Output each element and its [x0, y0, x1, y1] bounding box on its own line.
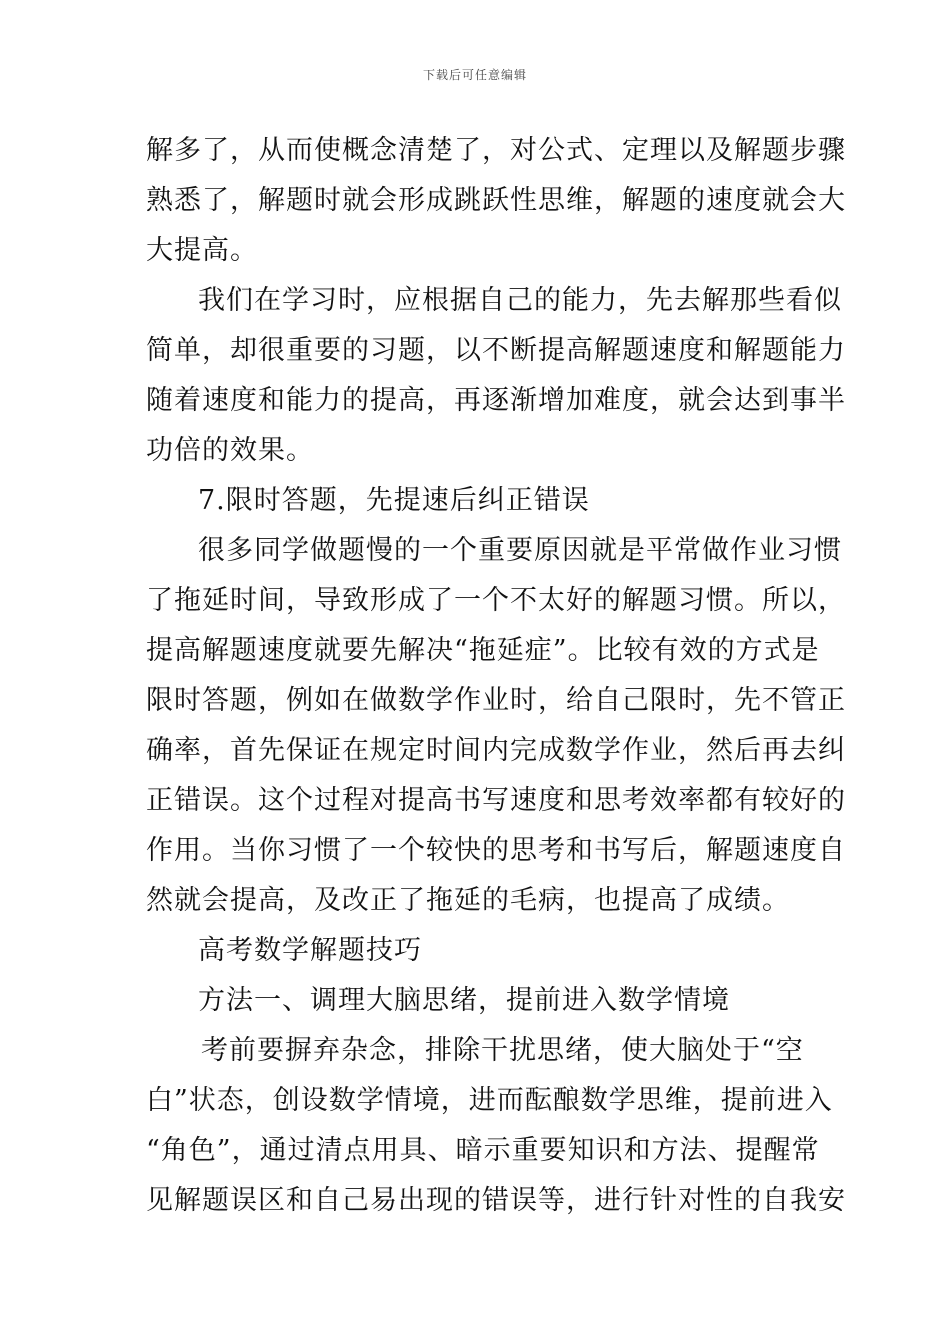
- text-line: 白”状态，创设数学情境，进而酝酿数学思维，提前进入: [146, 1085, 833, 1116]
- text-line: 熟悉了，解题时就会形成跳跃性思维，解题的速度就会大: [146, 185, 846, 216]
- text-line: 了拖延时间，导致形成了一个不太好的解题习惯。所以，: [146, 585, 846, 616]
- section-heading: 7.限时答题，先提速后纠正错误: [198, 485, 590, 516]
- text-line: 功倍的效果。: [146, 435, 314, 466]
- paragraph-start: 很多同学做题慢的一个重要原因就是平常做作业习惯: [198, 535, 842, 566]
- paragraph-start: 我们在学习时，应根据自己的能力，先去解那些看似: [198, 285, 842, 316]
- text-line: 见解题误区和自己易出现的错误等，进行针对性的自我安: [146, 1185, 846, 1216]
- text-line: 简单，却很重要的习题，以不断提高解题速度和解题能力: [146, 335, 846, 366]
- text-line: 大提高。: [146, 235, 258, 266]
- text-line: 正错误。这个过程对提高书写速度和思考效率都有较好的: [146, 785, 846, 816]
- paragraph-start: 考前要摒弃杂念，排除干扰思绪，使大脑处于“空: [201, 1035, 804, 1066]
- text-line: 确率，首先保证在规定时间内完成数学作业，然后再去纠: [146, 735, 846, 766]
- text-line: 限时答题，例如在做数学作业时，给自己限时，先不管正: [146, 685, 846, 716]
- text-line: 解多了，从而使概念清楚了，对公式、定理以及解题步骤: [146, 135, 846, 166]
- text-line: 提高解题速度就要先解决“拖延症”。比较有效的方式是: [146, 635, 820, 666]
- document-body: [146, 126, 846, 1226]
- page-header: 下载后可任意编辑: [422, 68, 527, 82]
- section-heading: 高考数学解题技巧: [198, 935, 422, 966]
- text-line: 然就会提高，及改正了拖延的毛病，也提高了成绩。: [146, 885, 790, 916]
- text-line: 作用。当你习惯了一个较快的思考和书写后，解题速度自: [146, 835, 846, 866]
- text-line: “角色”，通过清点用具、暗示重要知识和方法、提醒常: [146, 1135, 820, 1166]
- text-line: 随着速度和能力的提高，再逐渐增加难度，就会达到事半: [146, 385, 846, 416]
- subsection-heading: 方法一、调理大脑思绪，提前进入数学情境: [198, 985, 730, 1016]
